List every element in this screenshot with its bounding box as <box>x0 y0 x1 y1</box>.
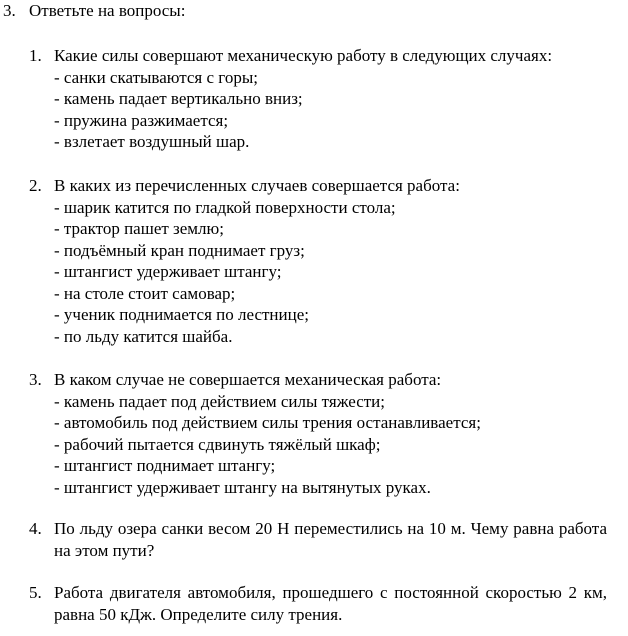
list-item: - пружина разжимается; <box>54 110 229 130</box>
list-item: - шарик катится по гладкой поверхности стола; <box>54 197 396 217</box>
list-item: - штангист удерживает штангу на вытянутых руках. <box>54 477 431 497</box>
list-item: - по льду катится шайба. <box>54 326 233 346</box>
question-text: В каких из перечисленных случаев совершается работа: <box>54 176 460 195</box>
question-3 <box>29 369 607 498</box>
list-item: - автомобиль под действием силы трения останавливается; <box>54 413 481 432</box>
list-item: - трактор пашет землю; <box>54 219 224 238</box>
section-number: 3. <box>3 1 16 20</box>
section-heading <box>3 0 185 22</box>
question-text: По льду озера санки весом 20 Н переместились на 10 м. Чему равна работа на этом пути? <box>54 519 607 560</box>
question-2 <box>29 175 607 347</box>
question-1 <box>29 45 607 153</box>
question-text: В каком случае не совершается механическая работа: <box>54 370 442 389</box>
question-number: 3. <box>29 370 42 389</box>
question-number: 2. <box>29 176 42 195</box>
question-text: Работа двигателя автомобиля, прошедшего с постоянной скоростью 2 км, равна 50 кДж. Определите силу трения. <box>54 583 607 624</box>
answer-options-list <box>29 391 607 499</box>
question-number: 1. <box>29 46 42 65</box>
list-item: - штангист удерживает штангу; <box>54 262 282 281</box>
question-number: 5. <box>29 583 42 602</box>
list-item: - ученик поднимается по лестнице; <box>54 305 309 324</box>
question-4 <box>29 518 607 561</box>
answer-options-list <box>29 197 607 348</box>
question-5 <box>29 582 607 625</box>
list-item: - санки скатываются с горы; <box>54 67 258 87</box>
list-item: - на столе стоит самовар; <box>54 283 236 303</box>
list-item: - взлетает воздушный шар. <box>54 132 250 151</box>
list-item: - камень падает под действием силы тяжести; <box>54 391 385 411</box>
question-text: Какие силы совершают механическую работу в следующих случаях: <box>54 46 553 65</box>
list-item: - штангист поднимает штангу; <box>54 456 276 475</box>
question-number: 4. <box>29 519 42 538</box>
section-title: Ответьте на вопросы: <box>29 1 186 20</box>
list-item: - рабочий пытается сдвинуть тяжёлый шкаф; <box>54 434 381 454</box>
list-item: - камень падает вертикально вниз; <box>54 89 303 108</box>
list-item: - подъёмный кран поднимает груз; <box>54 240 305 260</box>
answer-options-list <box>29 67 607 153</box>
